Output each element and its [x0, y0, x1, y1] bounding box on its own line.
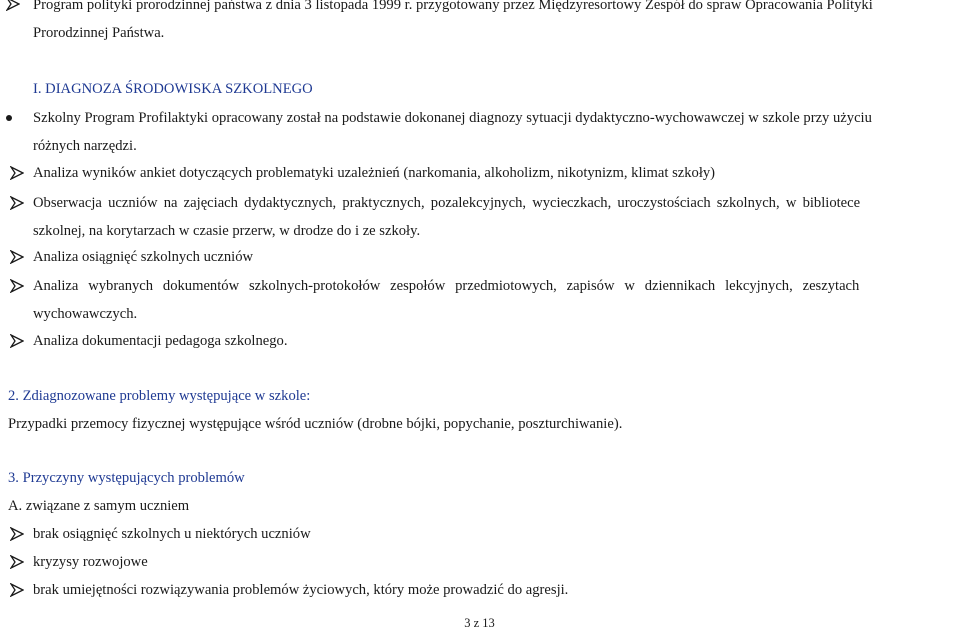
round-bullet-icon [6, 115, 12, 121]
intro-line-1: Program polityki prorodzinnej państwa z dnia 3 listopada 1999 r. przygotowany przez Międzyresortowy Zespół do spraw Opracowania Polityki [33, 0, 873, 13]
intro-line-2: Prorodzinnej Państwa. [33, 25, 165, 41]
section-1-bullet-line-2: różnych narzędzi. [33, 138, 137, 154]
section-1-bullet-line-1: Szkolny Program Profilaktyki opracowany został na podstawie dokonanej diagnozy sytuacji dydaktyczno-wychowawczej w szkole przy użyciu [33, 110, 872, 126]
arrowhead-bullet-icon [6, 0, 20, 11]
section-3-heading: 3. Przyczyny występujących problemów [8, 470, 245, 486]
section-1-heading: I. DIAGNOZA ŚRODOWISKA SZKOLNEGO [33, 81, 313, 97]
arrowhead-bullet-icon [10, 583, 24, 597]
cause-item-3: brak umiejętności rozwiązywania problemów życiowych, który może prowadzić do agresji. [33, 582, 569, 598]
diagnosis-item-4-line-2: wychowawczych. [33, 306, 138, 322]
diagnosis-item-2-line-2: szkolnej, na korytarzach w czasie przerw, w drodze do i ze szkoły. [33, 223, 421, 239]
section-2-text: Przypadki przemocy fizycznej występujące wśród uczniów (drobne bójki, popychanie, poszturchiwanie). [8, 416, 623, 432]
arrowhead-bullet-icon [10, 279, 24, 293]
diagnosis-item-5: Analiza dokumentacji pedagoga szkolnego. [33, 333, 288, 349]
diagnosis-item-4-line-1: Analiza wybranych dokumentów szkolnych-protokołów zespołów przedmiotowych, zapisów w dziennikach lekcyjnych, zeszytach [33, 278, 860, 294]
section-3-subheading: A. związane z samym uczniem [8, 498, 190, 514]
cause-item-2: kryzysy rozwojowe [33, 554, 148, 570]
arrowhead-bullet-icon [10, 334, 24, 348]
section-2-heading: 2. Zdiagnozowane problemy występujące w szkole: [8, 388, 311, 404]
cause-item-1: brak osiągnięć szkolnych u niektórych uczniów [33, 526, 311, 542]
arrowhead-bullet-icon [10, 166, 24, 180]
arrowhead-bullet-icon [10, 527, 24, 541]
diagnosis-item-3: Analiza osiągnięć szkolnych uczniów [33, 249, 254, 265]
diagnosis-item-1: Analiza wyników ankiet dotyczących problematyki uzależnień (narkomania, alkoholizm, nikotynizm, klimat szkoły) [33, 165, 716, 181]
arrowhead-bullet-icon [10, 196, 24, 210]
page-number: 3 z 13 [464, 616, 495, 630]
diagnosis-item-2-line-1: Obserwacja uczniów na zajęciach dydaktycznych, praktycznych, pozalekcyjnych, wycieczkach, uroczystościach szkolnych, w bibliotece [33, 195, 861, 211]
arrowhead-bullet-icon [10, 555, 24, 569]
arrowhead-bullet-icon [10, 250, 24, 264]
